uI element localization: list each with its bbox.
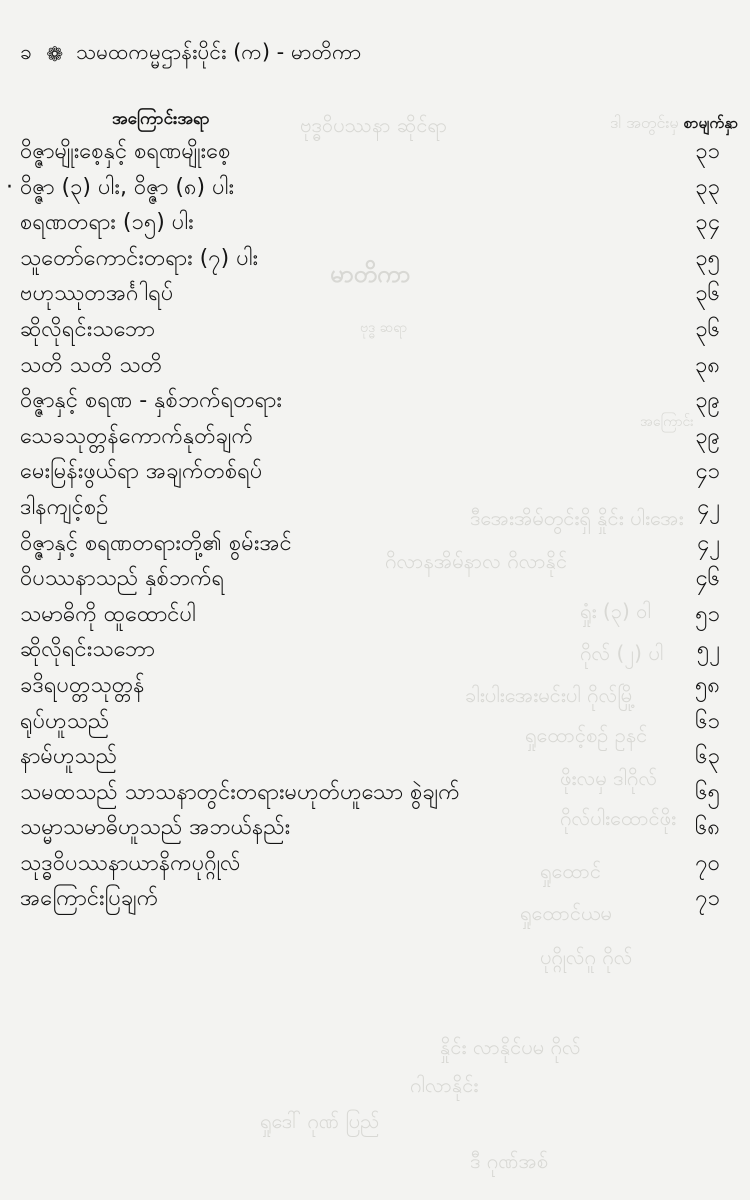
table-of-contents	[0, 134, 750, 917]
running-header	[20, 34, 361, 74]
bleed-through-line: ဂါလာနိုင်း	[410, 1073, 479, 1097]
toc-entry-title: ခဒိရပတ္တသုတ္တန်	[20, 672, 145, 698]
toc-entry-page: ၅၂	[696, 637, 720, 663]
toc-entry[interactable]	[0, 597, 750, 633]
toc-entry-title: ရုပ်ဟူသည်	[20, 708, 110, 734]
bleed-through-line: အကြောင်း	[640, 414, 694, 430]
topic-column-heading: အကြောင်းအရာ	[112, 109, 210, 129]
bleed-through-line: ဂိလာနအိမ်နာလ ဂိလာနိုင်	[385, 549, 568, 573]
bleed-through-line: ရှုံး (၃) ဝါ	[580, 599, 651, 623]
toc-entry[interactable]	[0, 561, 750, 597]
toc-entry[interactable]	[0, 881, 750, 917]
toc-entry[interactable]	[0, 632, 750, 668]
bleed-through-line: ဗုဒ္ဓ ဆရာ	[360, 320, 408, 336]
toc-entry[interactable]	[0, 668, 750, 704]
toc-entry[interactable]	[0, 205, 750, 241]
page-number: ခ	[20, 39, 32, 64]
toc-entry[interactable]	[0, 454, 750, 490]
toc-entry-page: ၄၂	[696, 530, 720, 556]
bleed-through-line: ဖိုးလမှ ဒါဂိုလ်	[560, 766, 658, 790]
toc-entry-page: ၇၁	[695, 886, 720, 912]
toc-entry-title: နာမ်ဟူသည်	[20, 744, 118, 770]
toc-entry-title: ဝိဇ္ဇာနှင့် စရဏတရားတို့၏ စွမ်းအင်	[20, 530, 292, 556]
bleed-through-line: ရှုထောင်ယမ	[520, 901, 612, 925]
toc-entry-page: ၅၁	[695, 601, 720, 627]
bleed-through-line: ရှုဒေါ် ဂုဏ် ပြည်	[260, 1109, 380, 1133]
toc-entry-page: ၃၃	[695, 174, 720, 200]
toc-entry[interactable]	[0, 241, 750, 277]
toc-entry-page: ၃၆	[695, 281, 720, 307]
toc-entry-page: ၆၁	[695, 708, 720, 734]
toc-entry-page: ၃၆	[695, 316, 720, 342]
bleed-through-line: ရှုထောင့်စဉ် ဥနင်	[525, 723, 648, 747]
toc-entry-title: ဝိဇ္ဇာမျိုးစေ့နှင့် စရဏမျိုးစေ့	[20, 139, 231, 164]
bleed-through-line: ရှုထောင်	[540, 859, 601, 883]
bullet-dot-icon: ·	[6, 174, 13, 200]
toc-entry-page: ၆၅	[695, 779, 720, 805]
toc-entry-title: သမထသည် သာသနာတွင်းတရားမဟုတ်ဟူသော စွဲချက်	[20, 779, 460, 805]
bleed-through-line: ဂိုလ်ပါးထောင်ဖိုး	[560, 806, 677, 830]
toc-entry-title: အကြောင်းပြချက်	[20, 886, 159, 912]
toc-entry[interactable]	[0, 134, 750, 170]
toc-entry-page: ၇၀	[695, 850, 720, 876]
toc-entry[interactable]	[0, 775, 750, 811]
toc-entry[interactable]	[0, 490, 750, 526]
toc-entry[interactable]	[0, 739, 750, 775]
toc-entry-page: ၃၈	[695, 352, 720, 378]
toc-entry-title: မေးမြန်းဖွယ်ရာ အချက်တစ်ရပ်	[20, 459, 263, 485]
toc-entry-title: ဝိဇ္ဇာ (၃) ပါး, ဝိဇ္ဇာ (၈) ပါး	[20, 174, 235, 200]
toc-entry-title: သမာဓိကို ထူထောင်ပါ	[20, 601, 196, 627]
toc-entry-title: သူတော်ကောင်းတရား (၇) ပါး	[20, 245, 259, 271]
toc-entry[interactable]	[0, 170, 750, 206]
toc-entry-title: စရဏတရား (၁၅) ပါး	[20, 210, 194, 236]
toc-entry-page: ၅၈	[695, 672, 720, 698]
toc-entry-page: ၃၉	[695, 388, 720, 414]
bleed-through-line: ဂိုလ် (၂) ပါ	[580, 641, 664, 665]
toc-entry-title: သုဒ္ဓဝိပဿနာယာနိကပုဂ္ဂိုလ်	[20, 850, 241, 876]
toc-entry-title: သမ္မာသမာဓိဟူသည် အဘယ်နည်း	[20, 815, 291, 841]
header-title: သမထကမ္မဌာန်းပိုင်း (က) - မာတိကာ	[75, 39, 362, 64]
toc-entry-title: ဝိဇ္ဇာနှင့် စရဏ - နှစ်ဘက်ရတရား	[20, 388, 282, 414]
bleed-through-line: ဗုဒ္ဓဝိပဿနာ ဆိုင်ရာ	[300, 113, 448, 137]
toc-entry-title: ဝိပဿနာသည် နှစ်ဘက်ရ	[20, 566, 225, 592]
toc-entry-page: ၄၁	[695, 459, 720, 485]
toc-entry[interactable]	[0, 704, 750, 740]
toc-entry-title: ဆိုလိုရင်းသဘော	[20, 637, 155, 663]
toc-entry[interactable]	[0, 276, 750, 312]
bleed-through-line: ခါးပါးအေးမင်းပါ ဂိုလ်မြို့	[465, 683, 636, 707]
toc-entry-title: ဒါနကျင့်စဉ်	[20, 494, 109, 520]
toc-entry-page: ၄၆	[695, 566, 720, 592]
flower-ornament-icon: ❁	[46, 42, 64, 66]
toc-entry-title: ဆိုလိုရင်းသဘော	[20, 316, 155, 342]
toc-entry-page: ၃၉	[695, 423, 720, 449]
toc-entry-page: ၃၁	[695, 139, 720, 164]
toc-entry[interactable]	[0, 810, 750, 846]
toc-entry[interactable]	[0, 846, 750, 882]
toc-entry-page: ၆၃	[695, 744, 720, 770]
toc-entry-page: ၆၈	[695, 815, 720, 841]
toc-entry-title: ဗဟုဿုတအင်္ဂါရပ်	[20, 281, 174, 307]
bleed-through-line: ဒီ ဂုဏ်အစ်	[470, 1149, 548, 1173]
toc-entry[interactable]	[0, 526, 750, 562]
bleed-through-line: မာတိကာ	[330, 260, 411, 288]
bleed-through-line: နှိုင်း လာနိုင်ပမ ဂိုလ်	[440, 1035, 581, 1059]
bleed-through-line: ဒီအေးအိမ်တွင်းရှိ နှိုင်း ပါးအေး	[470, 506, 684, 530]
toc-entry-title: သတိ သတိ သတိ	[20, 352, 163, 378]
bleed-through-line: ဒါ အတွင်းမှ	[610, 113, 679, 132]
toc-entry-page: ၄၂	[696, 494, 720, 520]
toc-entry[interactable]	[0, 383, 750, 419]
toc-entry-page: ၃၅	[695, 245, 720, 271]
toc-entry-page: ၃၄	[695, 210, 720, 236]
toc-entry[interactable]	[0, 348, 750, 384]
toc-entry[interactable]	[0, 419, 750, 455]
page-column-heading: စာမျက်နှာ	[683, 114, 738, 132]
toc-entry[interactable]	[0, 312, 750, 348]
toc-entry-title: သေခသုတ္တန်ကောက်နုတ်ချက်	[20, 423, 254, 449]
bleed-through-line: ပုဂ္ဂိုလ်ဂူ ဂိုလ်	[540, 945, 633, 969]
